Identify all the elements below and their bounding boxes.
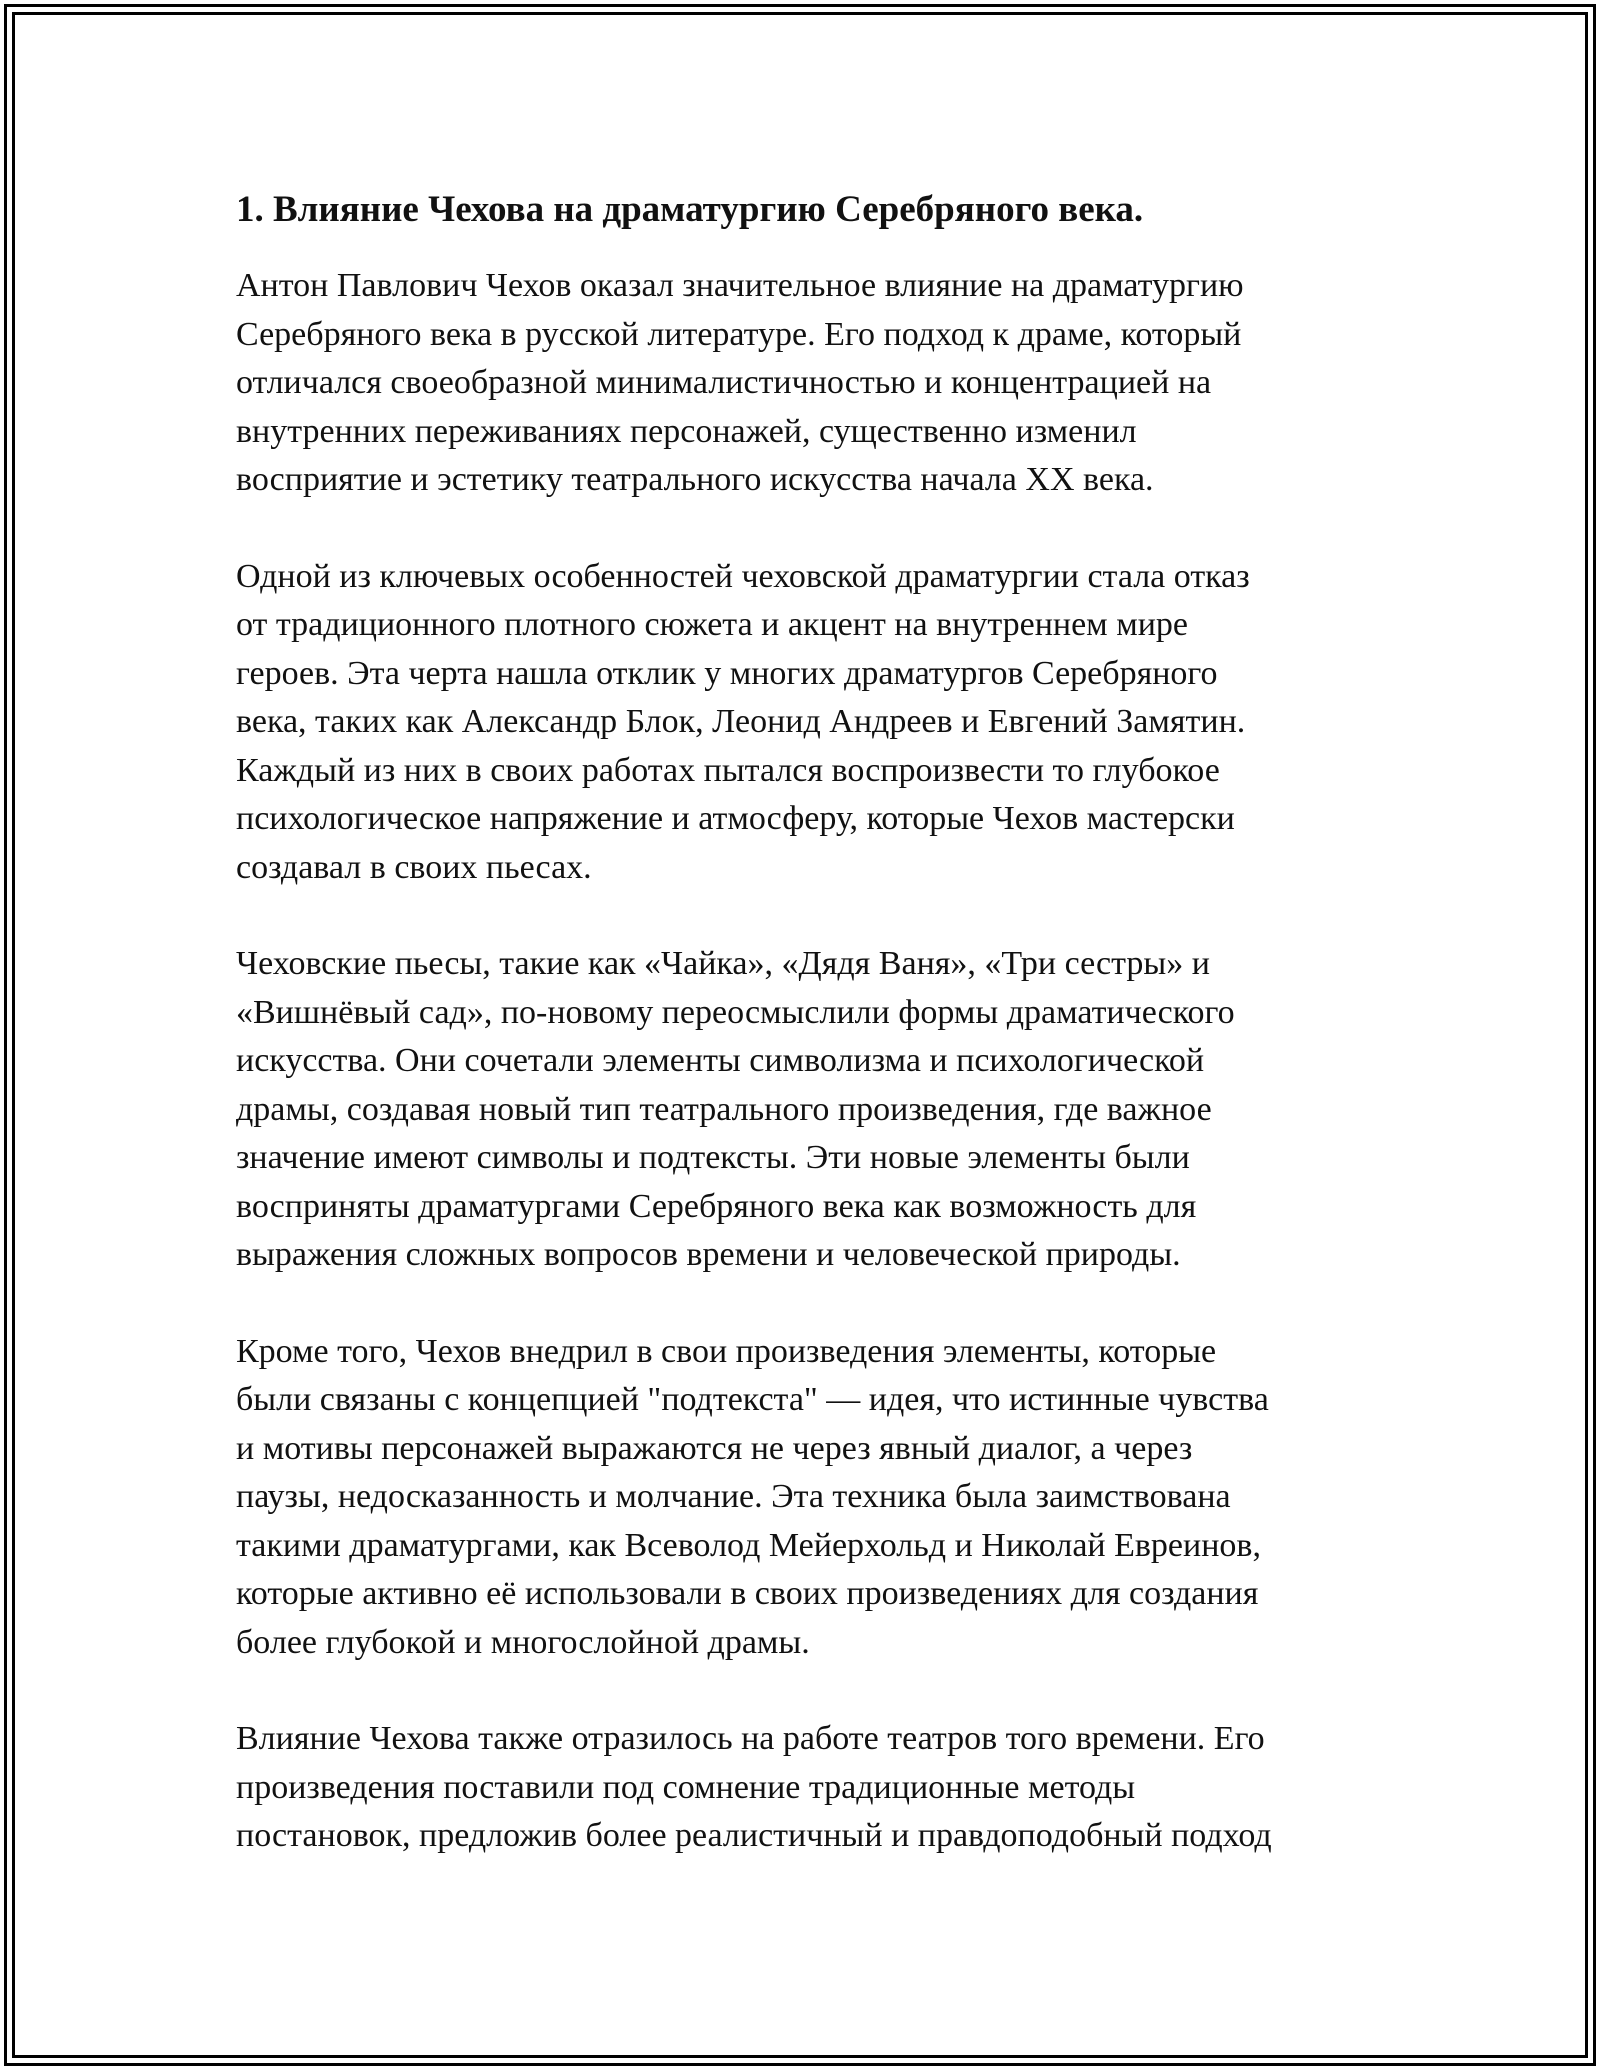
text-line: отличался своеобразной минималистичностью и концентрацией на <box>236 364 1212 401</box>
text-line: героев. Эта черта нашла отклик у многих драматургов Серебряного <box>236 654 1218 692</box>
text-line: Серебряного века в русской литературе. Его подход к драме, который <box>236 315 1242 353</box>
text-line: создавал в своих пьесах. <box>236 848 592 886</box>
paragraph <box>236 940 1376 1280</box>
text-line: были связаны с концепцией "подтекста" — идея, что истинные чувства <box>236 1381 1269 1418</box>
document-page <box>236 186 1376 1909</box>
paragraph <box>236 262 1376 505</box>
text-line: и мотивы персонажей выражаются не через явный диалог, а через <box>236 1429 1193 1467</box>
text-line: восприняты драматургами Серебряного века как возможность для <box>236 1187 1197 1225</box>
text-line: которые активно её использовали в своих произведениях для создания <box>236 1575 1259 1612</box>
text-line: более глубокой и многослойной драмы. <box>236 1623 810 1661</box>
text-line: Чеховские пьесы, такие как «Чайка», «Дядя Ваня», «Три сестры» и <box>236 945 1210 982</box>
text-line: постановок, предложив более реалистичный и правдоподобный подход <box>236 1817 1272 1854</box>
text-line: Влияние Чехова также отразилось на работе театров того времени. Его <box>236 1720 1265 1757</box>
text-line: века, таких как Александр Блок, Леонид Андреев и Евгений Замятин. <box>236 703 1246 740</box>
text-line: паузы, недосказанность и молчание. Эта техника была заимствована <box>236 1478 1231 1515</box>
text-line: «Вишнёвый сад», по-новому переосмыслили формы драматического <box>236 993 1235 1031</box>
text-line: выражения сложных вопросов времени и человеческой природы. <box>236 1236 1181 1273</box>
paragraph <box>236 1328 1376 1668</box>
text-line: произведения поставили под сомнение традиционные методы <box>236 1768 1136 1806</box>
text-line: внутренних переживаниях персонажей, существенно изменил <box>236 412 1137 450</box>
paragraph <box>236 553 1376 893</box>
text-line: значение имеют символы и подтексты. Эти новые элементы были <box>236 1139 1190 1176</box>
text-line: восприятие и эстетику театрального искусства начала XX века. <box>236 461 1154 498</box>
text-line: Антон Павлович Чехов оказал значительное влияние на драматургию <box>236 267 1244 304</box>
text-line: Каждый из них в своих работах пытался воспроизвести то глубокое <box>236 751 1220 789</box>
paragraph <box>236 1715 1376 1861</box>
text-line: Кроме того, Чехов внедрил в свои произведения элементы, которые <box>236 1332 1217 1370</box>
text-line: от традиционного плотного сюжета и акцент на внутреннем мире <box>236 606 1188 643</box>
text-line: психологическое напряжение и атмосферу, которые Чехов мастерски <box>236 800 1235 837</box>
text-line: Одной из ключевых особенностей чеховской драматургии стала отказ <box>236 557 1250 595</box>
section-heading: 1. Влияние Чехова на драматургию Серебряного века. <box>236 189 1144 230</box>
text-line: такими драматургами, как Всеволод Мейерхольд и Николай Евреинов, <box>236 1526 1261 1564</box>
text-line: драмы, создавая новый тип театрального произведения, где важное <box>236 1090 1212 1128</box>
text-line: искусства. Они сочетали элементы символизма и психологической <box>236 1042 1205 1079</box>
